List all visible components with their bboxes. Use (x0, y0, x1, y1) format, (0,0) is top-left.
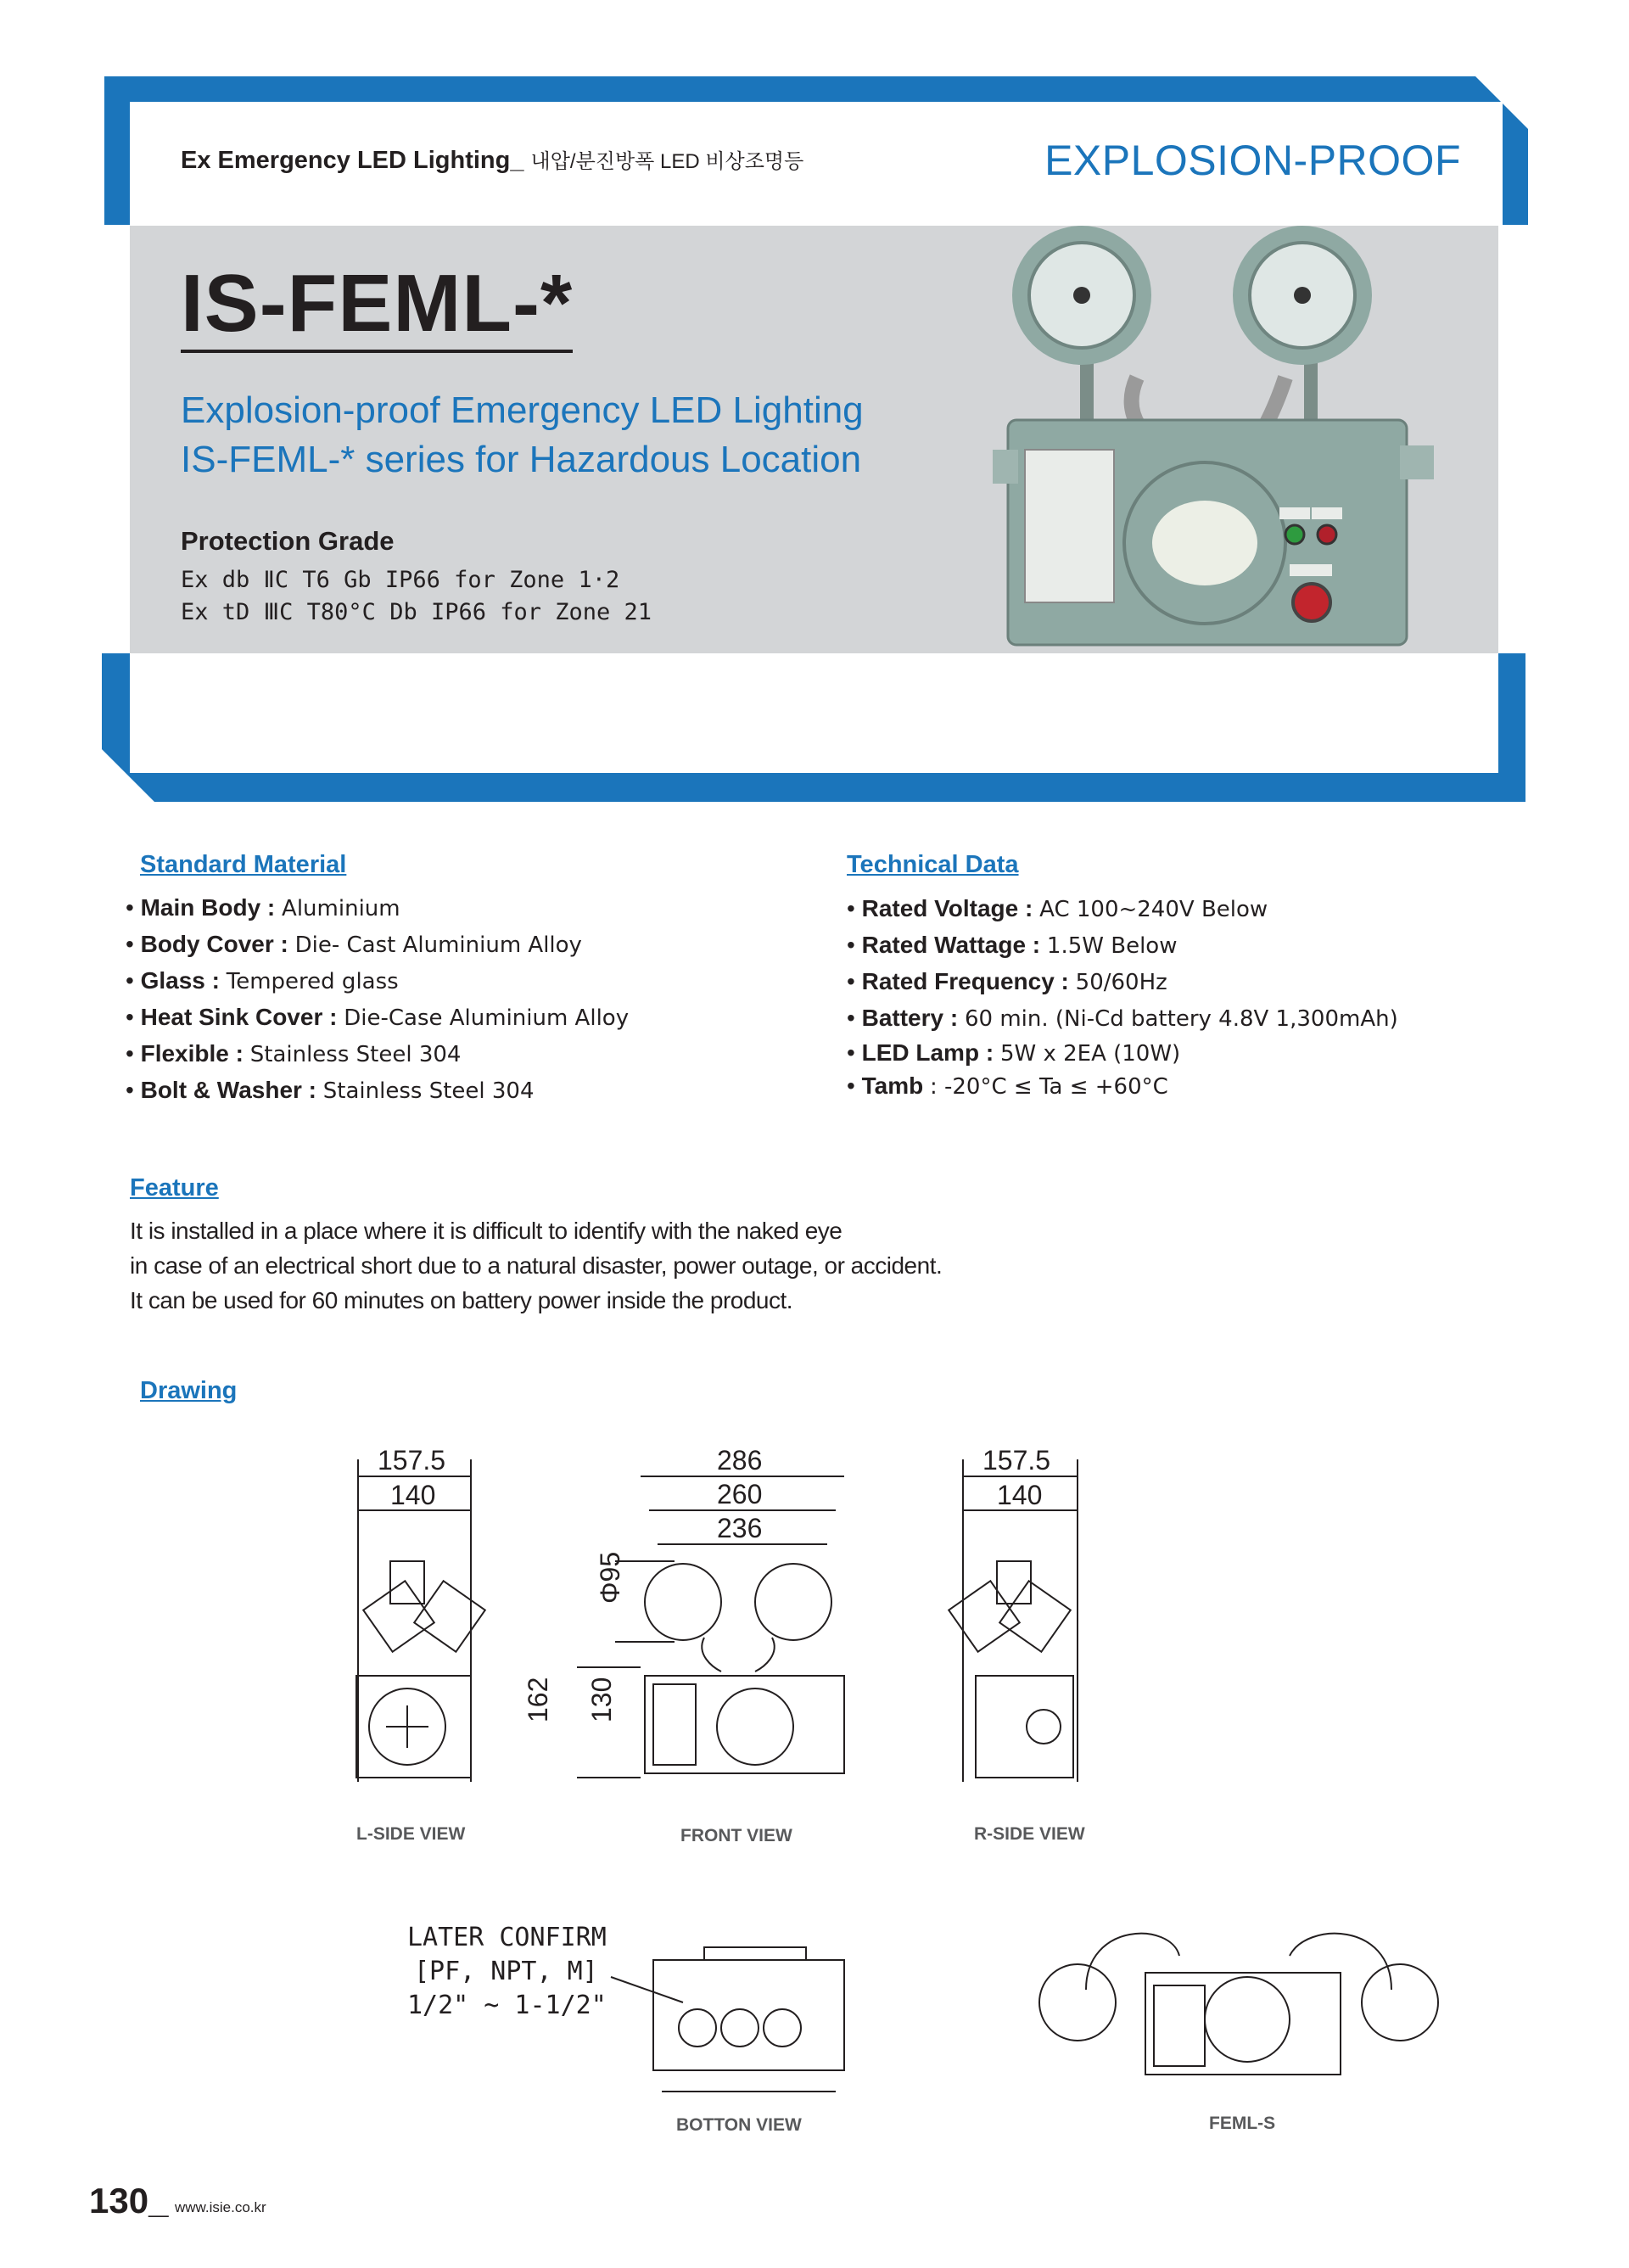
front-dim-260: 260 (717, 1479, 763, 1509)
material-item: • Heat Sink Cover : Die-Case Aluminium Alloy (126, 1004, 630, 1031)
tech-item: • LED Lamp : 5W x 2EA (10W) (847, 1039, 1181, 1067)
normal-power-indicator (1285, 525, 1304, 544)
emergency-power-indicator (1318, 525, 1336, 544)
tech-item: • Rated Frequency : 50/60Hz (847, 968, 1167, 995)
center-label (1152, 501, 1257, 585)
front-dim-162: 162 (523, 1677, 553, 1722)
femls-drawing (1035, 1905, 1442, 2083)
feature-line: It can be used for 60 minutes on battery power inside the product. (130, 1287, 793, 1313)
nameplate (1025, 450, 1114, 602)
material-item: • Body Cover : Die- Cast Aluminium Alloy (126, 931, 582, 958)
tech-item: • Rated Wattage : 1.5W Below (847, 932, 1178, 959)
page-number: 130_ (89, 2181, 169, 2220)
front-view-drawing (523, 1442, 861, 1799)
tech-item: • Battery : 60 min. (Ni-Cd battery 4.8V 1,300mAh) (847, 1005, 1398, 1032)
front-dim-236: 236 (717, 1513, 763, 1543)
product-photo (993, 212, 1451, 670)
note-line: 1/2" ~ 1-1/2" (407, 1991, 607, 2020)
feature-line: It is installed in a place where it is difficult to identify with the naked eye (130, 1218, 842, 1244)
feature-text (130, 1213, 942, 1318)
standard-material-list (126, 890, 629, 1109)
tech-item: • Tamb : -20°C ≤ Ta ≤ +60°C (847, 1072, 1168, 1100)
note-line: LATER CONFIRM (407, 1923, 607, 1952)
lside-view-drawing (339, 1442, 492, 1799)
subtitle-line-1: Explosion-proof Emergency LED Lighting (181, 389, 864, 431)
rside-view-drawing (942, 1442, 1094, 1799)
material-item: • Bolt & Washer : Stainless Steel 304 (126, 1077, 535, 1104)
bottom-view-drawing (611, 1943, 865, 2100)
rside-dim-157: 157.5 (982, 1445, 1051, 1476)
front-dim-130: 130 (586, 1677, 617, 1722)
enclosure-body (993, 420, 1434, 645)
tech-item: • Rated Voltage : AC 100~240V Below (847, 895, 1268, 922)
feature-line: in case of an electrical short due to a natural disaster, power outage, or accident. (130, 1252, 943, 1279)
protection-title: Protection Grade (181, 526, 395, 556)
material-item: • Flexible : Stainless Steel 304 (126, 1040, 462, 1067)
subtitle-line-2: IS-FEML-* series for Hazardous Location (181, 439, 862, 480)
front-dim-phi95: Φ95 (595, 1551, 625, 1604)
category-title (181, 144, 803, 175)
material-item: • Main Body : Aluminium (126, 894, 400, 921)
type-title: EXPLOSION-PROOF (1044, 137, 1461, 184)
protection-line-1: Ex db ⅡC T6 Gb IP66 for Zone 1·2 (181, 567, 620, 593)
femls-label: FEML-S (1209, 2114, 1276, 2133)
standard-material-title: Standard Material (140, 851, 347, 878)
lside-dim-157: 157.5 (378, 1445, 446, 1476)
lside-dim-140: 140 (390, 1480, 436, 1510)
hero-subtitle (181, 386, 944, 484)
technical-data-list (847, 891, 1398, 1103)
rside-view-label: R-SIDE VIEW (974, 1824, 1085, 1844)
lamp-head-left (1012, 226, 1151, 365)
model-title: IS-FEML-* (181, 263, 573, 353)
front-dim-286: 286 (717, 1445, 763, 1476)
website-url: www.isie.co.kr (175, 2199, 266, 2215)
bottom-view-label: BOTTON VIEW (676, 2115, 802, 2135)
category-kr: 내압/분진방폭 LED 비상조명등 (530, 150, 804, 173)
category-en: Ex Emergency LED Lighting_ (181, 147, 524, 174)
rside-dim-140: 140 (997, 1480, 1043, 1510)
protection-line-2: Ex tD ⅢC T80°C Db IP66 for Zone 21 (181, 599, 652, 625)
material-item: • Glass : Tempered glass (126, 967, 399, 994)
drawing-title: Drawing (140, 1377, 238, 1404)
front-view-label: FRONT VIEW (680, 1826, 792, 1845)
technical-data-title: Technical Data (847, 851, 1019, 878)
note-line: [PF, NPT, M] (414, 1957, 598, 1986)
test-switch-button (1293, 584, 1330, 621)
header-bottom-inner (130, 653, 1498, 773)
feature-title: Feature (130, 1174, 219, 1201)
bottom-view-note (407, 1921, 607, 2023)
lside-view-label: L-SIDE VIEW (356, 1824, 466, 1844)
lamp-head-right (1233, 226, 1372, 365)
